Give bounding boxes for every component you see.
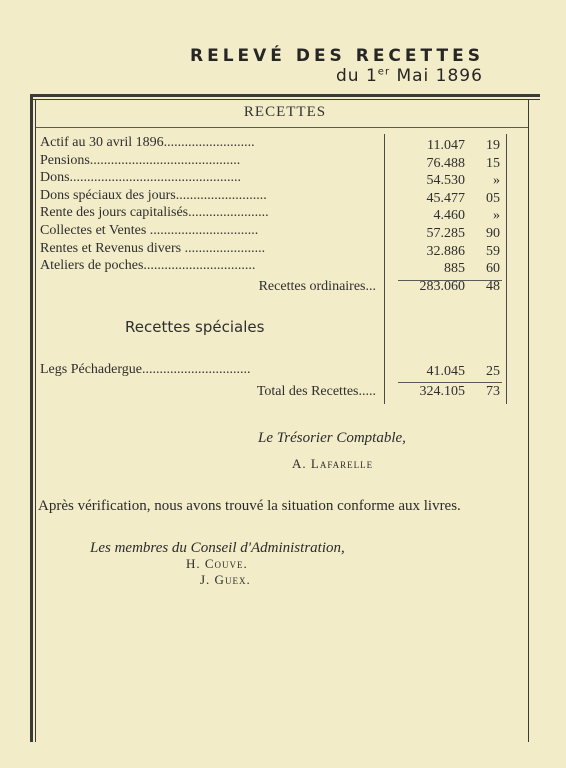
verification-statement: Après vérification, nous avons trouvé la situation conforme aux livres. bbox=[38, 498, 461, 514]
treasurer-title: Le Trésorier Comptable, bbox=[258, 430, 406, 446]
row-amount-main: 57.285 bbox=[426, 226, 465, 241]
row-amount-cents: 60 bbox=[486, 261, 500, 277]
grand-total-main: 324.105 bbox=[419, 384, 465, 399]
document-title: RELEVÉ DES RECETTES bbox=[190, 46, 484, 66]
row-label: Collectes et Ventes ............................... bbox=[40, 223, 259, 238]
treasurer-name: A. Lafarelle bbox=[292, 456, 374, 471]
special-section-title: Recettes spéciales bbox=[125, 318, 265, 336]
frame-left-rule bbox=[30, 94, 33, 742]
row-amount-cents: » bbox=[493, 173, 500, 189]
row-amount-main: 885 bbox=[444, 261, 465, 277]
frame-top-rule bbox=[30, 94, 540, 97]
ordinary-total-main: 283.060 bbox=[419, 279, 465, 294]
row-amount-cents: 90 bbox=[486, 226, 500, 241]
row-label: Ateliers de poches................................ bbox=[40, 258, 256, 274]
row-amount-cents: » bbox=[493, 208, 500, 224]
row-label: Rente des jours capitalisés....................... bbox=[40, 205, 269, 221]
document-date: du 1er Mai 1896 bbox=[336, 66, 483, 86]
row-amount-cents: 59 bbox=[486, 243, 500, 259]
row-amount-main: 4.460 bbox=[433, 208, 465, 224]
row-label: Actif au 30 avril 1896.......................... bbox=[40, 135, 255, 150]
recettes-heading: RECETTES bbox=[243, 104, 327, 120]
row-label: Dons................................................. bbox=[40, 170, 242, 186]
frame-top-rule-thin bbox=[30, 99, 540, 100]
heading-underline bbox=[36, 127, 528, 128]
special-row: Legs Péchadergue............................... bbox=[40, 362, 251, 377]
row-amount-main: 11.047 bbox=[427, 138, 465, 153]
recettes-row bbox=[40, 258, 376, 279]
row-amount-main: 76.488 bbox=[426, 155, 465, 171]
frame-left-rule-inner bbox=[35, 99, 36, 742]
grand-total-label: Total des Recettes..... bbox=[256, 384, 376, 399]
special-row-main: 41.045 bbox=[426, 364, 465, 379]
row-amount-cents: 05 bbox=[486, 190, 500, 206]
ordinary-total-label: Recettes ordinaires... bbox=[258, 279, 376, 294]
grand-total-cents: 73 bbox=[486, 384, 500, 399]
row-amount-main: 32.886 bbox=[426, 243, 465, 259]
column-separator-right bbox=[506, 134, 507, 404]
row-label: Pensions........................................... bbox=[40, 152, 241, 168]
council-member: J. Guex. bbox=[200, 572, 251, 587]
column-separator-left bbox=[384, 134, 385, 404]
row-amount-main: 54.530 bbox=[426, 173, 465, 189]
council-member: H. Couve. bbox=[186, 556, 248, 571]
row-amount-main: 45.477 bbox=[426, 190, 465, 206]
ordinary-total-cents: 48 bbox=[486, 279, 500, 294]
council-title: Les membres du Conseil d'Administration, bbox=[90, 540, 345, 556]
row-label: Rentes et Revenus divers ....................... bbox=[40, 240, 266, 256]
row-label: Dons spéciaux des jours.......................... bbox=[40, 187, 267, 203]
row-amount-cents: 15 bbox=[486, 155, 500, 171]
frame-right-rule bbox=[528, 99, 529, 742]
special-row-cents: 25 bbox=[486, 364, 500, 379]
row-amount-cents: 19 bbox=[486, 138, 500, 153]
grand-total-rule bbox=[398, 382, 502, 383]
